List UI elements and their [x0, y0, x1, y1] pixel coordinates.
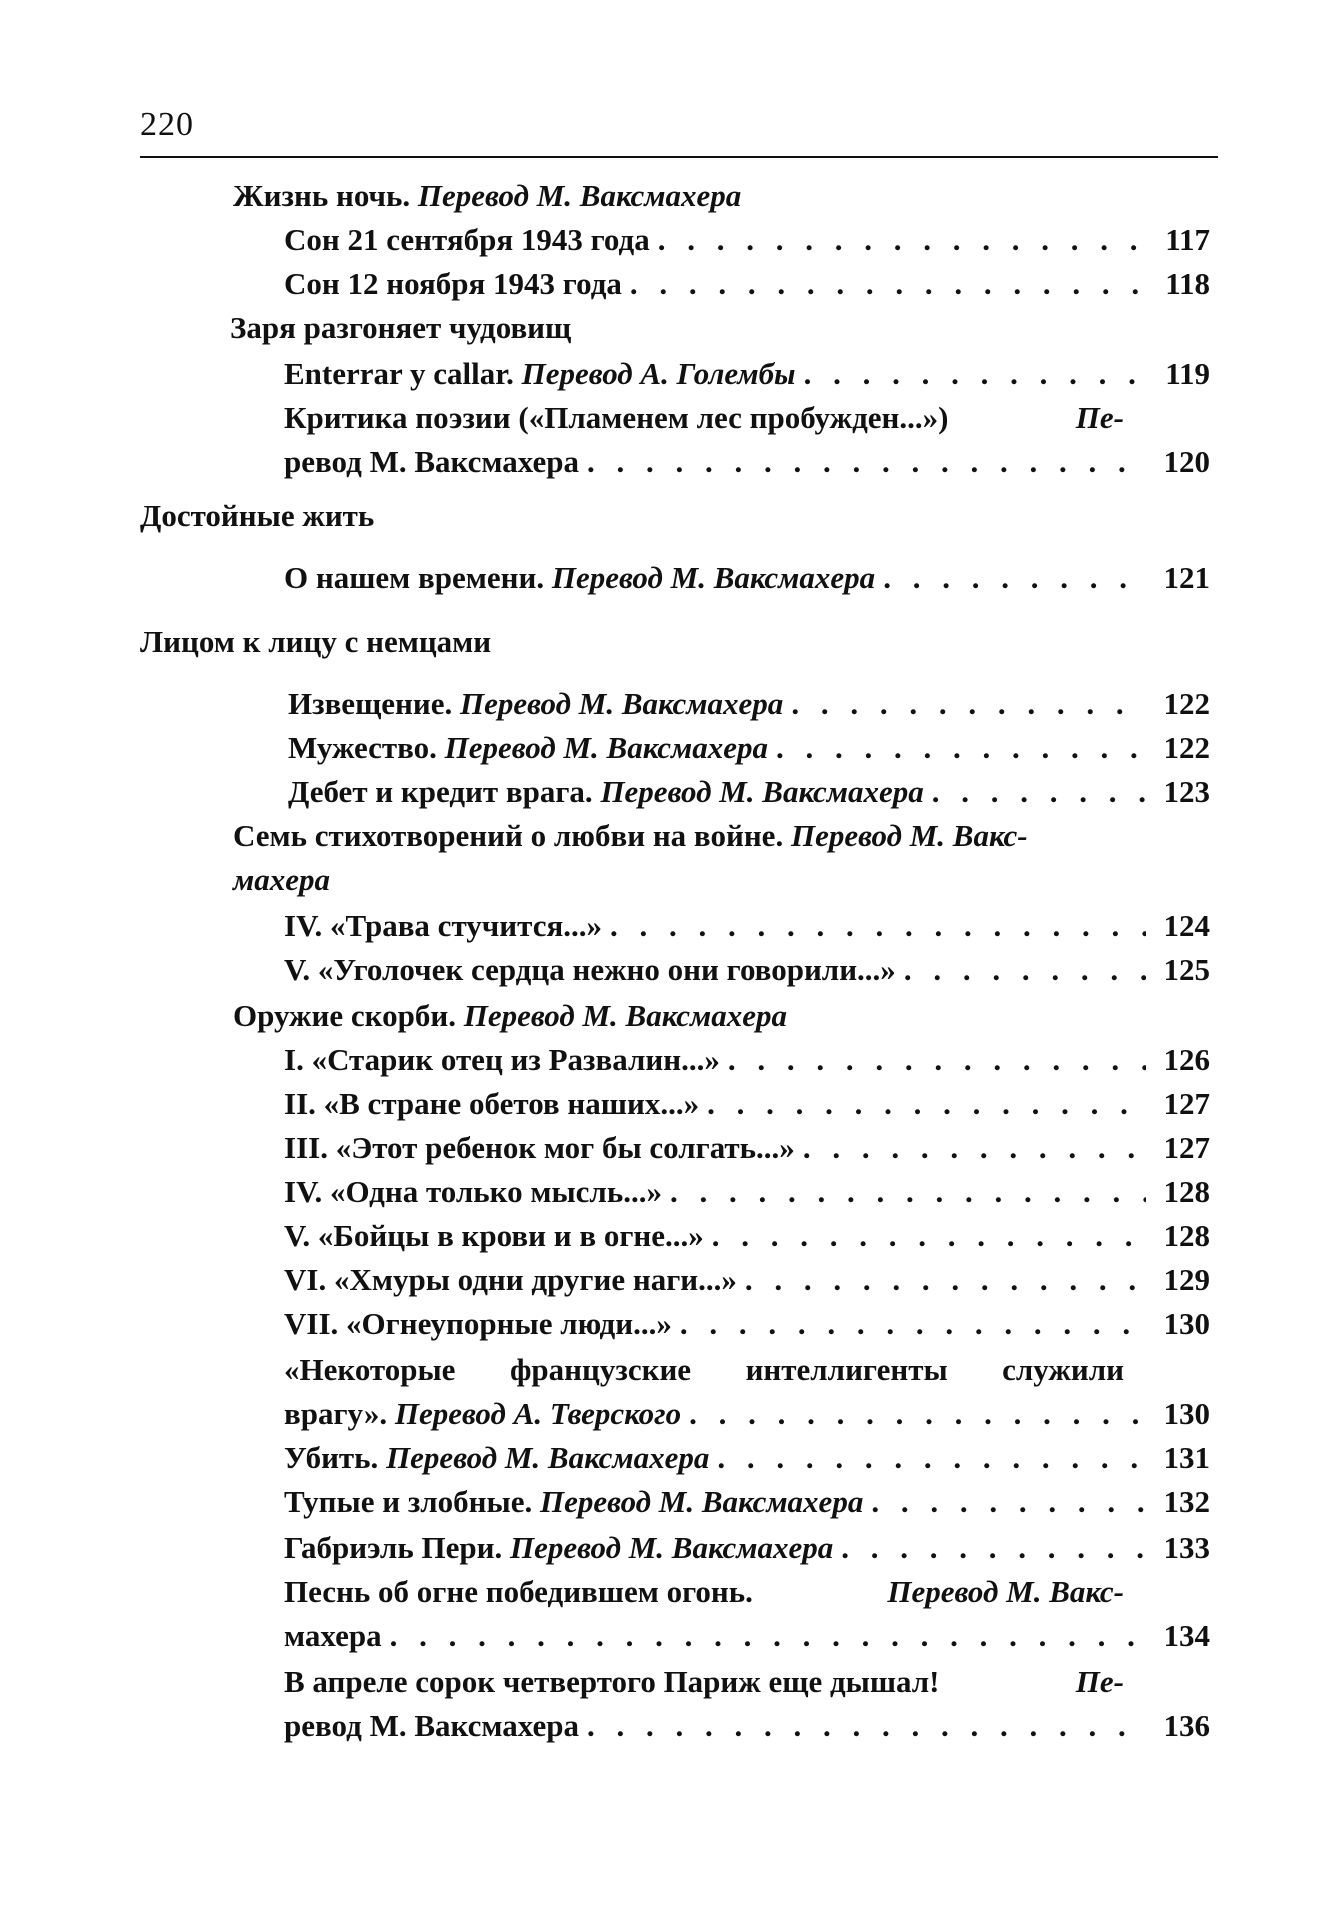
- dot-leader: [587, 1704, 1146, 1748]
- entry-page: 122: [1163, 730, 1210, 765]
- dot-leader: [707, 1082, 1146, 1126]
- entry-title: Сон 21 сентября 1943 года: [284, 222, 650, 257]
- entry-title: Извещение. Перевод М. Ваксмахера: [288, 686, 784, 721]
- entry-translator: Перевод М. Ваксмахера: [551, 560, 876, 595]
- dot-leader: [803, 1126, 1146, 1170]
- dot-leader: [689, 1392, 1146, 1436]
- entry-title: VI. «Хмуры одни другие наги...»: [284, 1262, 737, 1297]
- entry-translator: Перевод М. Ваксмахера: [509, 1530, 834, 1565]
- entry-translator: Перевод М. Ваксмахера: [459, 686, 784, 721]
- entry-translator: Перевод М. Ваксмахера: [444, 730, 768, 765]
- entry-page: 136: [1163, 1708, 1210, 1743]
- toc-entry-continued: [284, 440, 1210, 484]
- entry-title: III. «Этот ребенок мог бы солгать...»: [284, 1130, 795, 1165]
- entry-page: 131: [1163, 1440, 1210, 1475]
- toc-subsection: [230, 306, 571, 350]
- toc-entry: [284, 1302, 1210, 1346]
- dot-leader: [670, 1170, 1146, 1214]
- dot-leader: [658, 218, 1146, 262]
- toc-entry: [284, 352, 1210, 396]
- toc-entry: [284, 1660, 1210, 1704]
- header-rule: [140, 156, 1218, 158]
- entry-page: 123: [1163, 774, 1210, 809]
- entry-translator: ревод М. Ваксмахера: [284, 444, 579, 479]
- toc-subsection: [233, 994, 787, 1038]
- toc-entry: [284, 1526, 1210, 1570]
- entry-title: V. «Уголочек сердца нежно они говорили...»: [284, 952, 896, 987]
- entry-page: 128: [1163, 1218, 1210, 1253]
- toc-entry: [284, 1038, 1210, 1082]
- dot-leader: [630, 262, 1146, 306]
- toc-entry: [284, 556, 1210, 600]
- entry-translator: Перевод М. Вакс-: [790, 818, 1028, 853]
- entry-translator: ревод М. Ваксмахера: [284, 1708, 579, 1743]
- entry-title: II. «В стране обетов наших...»: [284, 1086, 700, 1121]
- toc-entry: [284, 1480, 1210, 1524]
- dot-leader: [904, 948, 1146, 992]
- entry-title: Габриэль Пери. Перевод М. Ваксмахера: [284, 1530, 834, 1565]
- entry-translator: Перевод М. Ваксмахера: [417, 178, 742, 213]
- entry-title: Тупые и злобные. Перевод М. Ваксмахера: [284, 1484, 864, 1519]
- dot-leader: [390, 1614, 1146, 1658]
- toc-entry: [284, 948, 1210, 992]
- dot-leader: [932, 770, 1146, 814]
- entry-translator: махера: [233, 862, 330, 897]
- entry-page: 121: [1163, 560, 1210, 595]
- entry-translator: Перевод М. Ваксмахера: [600, 774, 924, 809]
- entry-page: 129: [1163, 1262, 1210, 1297]
- page-number: 220: [140, 106, 194, 143]
- toc-section: [140, 620, 491, 664]
- entry-page: 117: [1165, 222, 1210, 257]
- entry-translator: махера: [284, 1618, 382, 1653]
- dot-leader: [776, 726, 1146, 770]
- entry-page: 132: [1163, 1484, 1210, 1519]
- entry-page: 127: [1163, 1086, 1210, 1121]
- toc-entry: [284, 904, 1210, 948]
- dot-leader: [791, 682, 1146, 726]
- entry-page: 127: [1163, 1130, 1210, 1165]
- dot-leader: [712, 1214, 1146, 1258]
- entry-translator: Пе-: [1075, 400, 1124, 435]
- toc-subsection: [233, 814, 1133, 902]
- entry-title: Дебет и кредит врага. Перевод М. Ваксмахера: [288, 774, 924, 809]
- section-title: Достойные жить: [140, 498, 375, 533]
- entry-translator: Перевод М. Ваксмахера: [463, 998, 788, 1033]
- toc-entry: [284, 396, 1210, 440]
- entry-title: Критика поэзии («Пламенем лес пробужден...»): [284, 400, 949, 435]
- toc-entry: [284, 1436, 1210, 1480]
- entry-title: Enterrar y callar. Перевод А. Голембы: [284, 356, 796, 391]
- entry-title: VII. «Огнеупорные люди...»: [284, 1306, 672, 1341]
- entry-title: «Некоторые французские интеллигенты служили: [284, 1352, 1124, 1387]
- entry-title: Заря разгоняет чудовищ: [230, 310, 572, 345]
- entry-title: V. «Бойцы в крови и в огне...»: [284, 1218, 704, 1253]
- entry-translator: Перевод М. Ваксмахера: [540, 1484, 864, 1519]
- entry-translator: Пе-: [1075, 1664, 1124, 1699]
- entry-title: Сон 12 ноября 1943 года: [284, 266, 622, 301]
- entry-title: I. «Старик отец из Развалин...»: [284, 1042, 720, 1077]
- toc-entry: [284, 1570, 1210, 1614]
- entry-page: 133: [1163, 1530, 1210, 1565]
- toc-entry: [284, 1082, 1210, 1126]
- dot-leader: [587, 440, 1146, 484]
- toc-entry: [284, 1258, 1210, 1302]
- entry-translator: Перевод А. Тверского: [394, 1396, 682, 1431]
- entry-page: 130: [1163, 1396, 1210, 1431]
- toc-entry: [288, 682, 1210, 726]
- entry-title: Оружие скорби.: [233, 998, 456, 1033]
- entry-title: Мужество. Перевод М. Ваксмахера: [288, 730, 768, 765]
- entry-title: IV. «Трава стучится...»: [284, 908, 602, 943]
- entry-page: 125: [1163, 952, 1210, 987]
- dot-leader: [745, 1258, 1146, 1302]
- entry-page: 124: [1163, 908, 1210, 943]
- entry-page: 122: [1163, 686, 1210, 721]
- entry-page: 134: [1163, 1618, 1210, 1653]
- entry-page: 130: [1163, 1306, 1210, 1341]
- entry-title: Семь стихотворений о любви на войне.: [233, 818, 784, 853]
- entry-title: IV. «Одна только мысль...»: [284, 1174, 662, 1209]
- entry-translator: Перевод А. Голембы: [521, 356, 796, 391]
- toc-entry: [284, 1126, 1210, 1170]
- toc-entry: [288, 770, 1210, 814]
- toc-entry: [284, 262, 1210, 306]
- section-title: Лицом к лицу с немцами: [140, 624, 492, 659]
- entry-title: О нашем времени. Перевод М. Ваксмахера: [284, 560, 876, 595]
- entry-title: В апреле сорок четвертого Париж еще дышал!: [284, 1664, 940, 1699]
- entry-page: 126: [1163, 1042, 1210, 1077]
- entry-title: Песнь об огне победившем огонь.: [284, 1574, 753, 1609]
- entry-title: Убить. Перевод М. Ваксмахера: [284, 1440, 710, 1475]
- entry-page: 120: [1163, 444, 1210, 479]
- toc-entry: [288, 726, 1210, 770]
- dot-leader: [871, 1480, 1146, 1524]
- toc-entry-continued: [284, 1392, 1210, 1436]
- toc-entry: [284, 218, 1210, 262]
- dot-leader: [717, 1436, 1146, 1480]
- entry-page: 119: [1165, 356, 1210, 391]
- entry-title: врагу». Перевод А. Тверского: [284, 1396, 682, 1431]
- entry-translator: Перевод М. Вакс-: [887, 1574, 1124, 1609]
- toc-entry: [284, 1214, 1210, 1258]
- toc-entry-continued: [284, 1704, 1210, 1748]
- toc-entry: [233, 174, 741, 218]
- entry-title: Жизнь ночь.: [233, 178, 411, 213]
- dot-leader: [610, 904, 1146, 948]
- entry-translator: Перевод М. Ваксмахера: [386, 1440, 710, 1475]
- dot-leader: [883, 556, 1146, 600]
- dot-leader: [728, 1038, 1146, 1082]
- dot-leader: [841, 1526, 1146, 1570]
- entry-page: 118: [1165, 266, 1210, 301]
- toc-entry: [284, 1348, 1124, 1392]
- toc-entry-continued: [284, 1614, 1210, 1658]
- dot-leader: [680, 1302, 1146, 1346]
- toc-entry: [284, 1170, 1210, 1214]
- dot-leader: [804, 352, 1146, 396]
- entry-page: 128: [1163, 1174, 1210, 1209]
- toc-section: [140, 494, 374, 538]
